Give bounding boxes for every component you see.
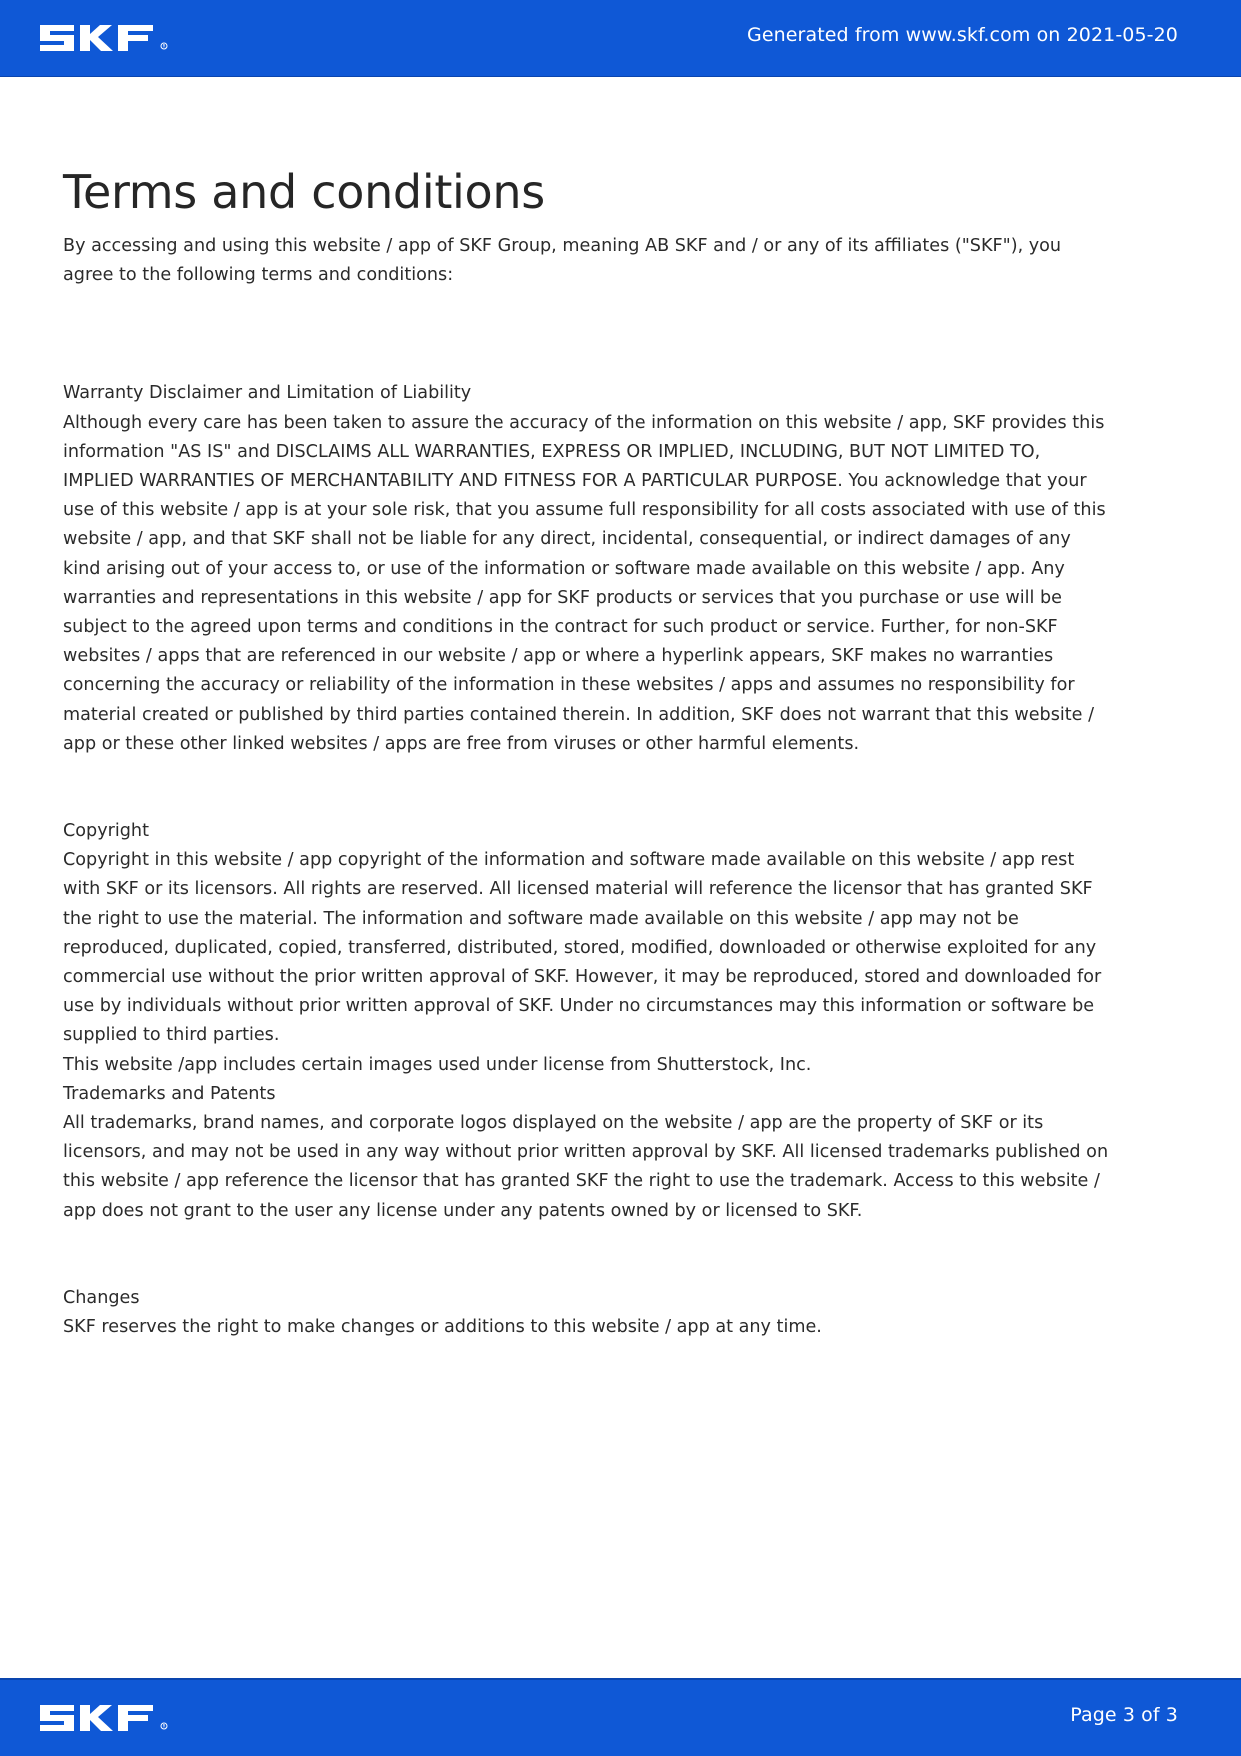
shutterstock-note: This website /app includes certain images used under license from Shutterstock, Inc.: [63, 1054, 812, 1075]
warranty-heading: Warranty Disclaimer and Limitation of Liability: [63, 383, 472, 404]
warranty-paragraph: Although every care has been taken to assure the accuracy of the information on this website / app, SKF provides this information "AS IS" and DISCLAIMS ALL WARRANTIES, EXPRESS OR IMPLIED, INCLUDING, BUT NOT LIMITED TO, IMPLIED WARRANTIES OF MERCHANTABILITY AND FITNESS FOR A PARTICULAR PURPOSE. You acknowledge that your use of this website / app is at your sole risk, that you assume full responsibility for all costs associated with use of this website / app, and that SKF shall not be liable for any direct, incidental, consequential, or indirect damages of any kind arising out of your access to, or use of the information or software made available on this website / app. Any warranties and representations in this website / app for SKF products or services that you purchase or use will be subject to the agreed upon terms and conditions in the contract for such product or service. Further, for non-SKF websites / apps that are referenced in our website / app or where a hyperlink appears, SKF makes no warranties concerning the accuracy or reliability of the information in these websites / apps and assumes no responsibility for material created or published by third parties contained therein. In addition, SKF does not warrant that this website / app or these other linked websites / apps are free from viruses or other harmful elements.: [63, 412, 1106, 754]
page-title: Terms and conditions: [63, 165, 545, 219]
page-header: [0, 0, 1241, 77]
intro-paragraph: By accessing and using this website / app of SKF Group, meaning AB SKF and / or any of its affiliates ("SKF"), you agree to the following terms and conditions:: [63, 236, 1062, 286]
skf-logo: [40, 25, 168, 51]
svg-text:R: R: [162, 1723, 166, 1729]
generated-note: Generated from www.skf.com on 2021-05-20: [747, 24, 1178, 46]
trademarks-paragraph: All trademarks, brand names, and corporate logos displayed on the website / app are the property of SKF or its licensors, and may not be used in any way without prior written approval by SKF. All licensed trademarks published on this website / app reference the licensor that has granted SKF the right to use the trademark. Access to this website / app does not grant to the user any license under any patents owned by or licensed to SKF.: [63, 1113, 1109, 1221]
trademarks-heading: Trademarks and Patents: [63, 1083, 276, 1104]
skf-logo-footer: [40, 1705, 168, 1731]
page-indicator: Page 3 of 3: [1070, 1704, 1178, 1726]
document-body: [63, 162, 1113, 1342]
svg-text:R: R: [162, 43, 166, 49]
changes-heading: Changes: [63, 1287, 140, 1308]
page-footer: [0, 1678, 1241, 1756]
copyright-heading: Copyright: [63, 821, 149, 842]
copyright-paragraph: Copyright in this website / app copyright of the information and software made available on this website / app rest with SKF or its licensors. All rights are reserved. All licensed material will reference the licensor that has granted SKF the right to use the material. The information and software made available on this website / app may not be reproduced, duplicated, copied, transferred, distributed, stored, modified, downloaded or otherwise exploited for any commercial use without the prior written approval of SKF. However, it may be reproduced, stored and downloaded for use by individuals without prior written approval of SKF. Under no circumstances may this information or software be supplied to third parties.: [63, 850, 1102, 1046]
changes-paragraph: SKF reserves the right to make changes or additions to this website / app at any time.: [63, 1317, 822, 1338]
